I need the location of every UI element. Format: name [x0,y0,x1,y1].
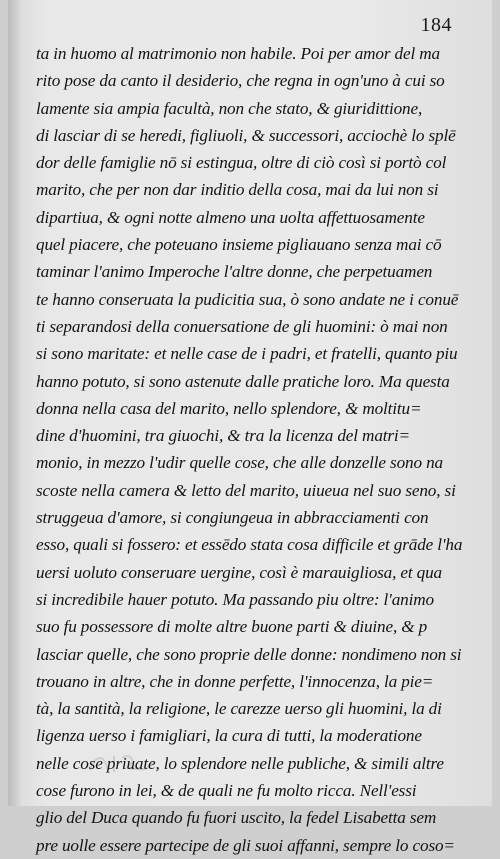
text-line: si sono maritate: et nelle case de i padri, et fratelli, quanto piu [36,344,458,364]
text-line: pre uolle essere partecipe de gli suoi affanni, sempre lo coso= [36,835,455,855]
page-gutter-shadow [8,0,22,806]
text-line: ta in huomo al matrimonio non habile. Poi per amor del ma [36,44,440,63]
text-line: esso, quali si fossero: et essēdo stata cosa difficile et grāde l'ha [36,535,463,555]
text-line: marito, che per non dar inditio della cosa, mai da lui non si [36,180,439,200]
text-line: uersi uoluto conseruare uergine, così è marauigliosa, et qua [36,562,443,582]
text-line: ligenza uerso i famigliari, la cura di tutti, la moderatione [36,726,422,746]
text-line: lasciar quelle, che sono proprie delle donne: nondimeno non si [36,644,462,664]
text-line: dine d'huomini, tra giuochi, & tra la licenza del matri= [36,426,410,446]
text-line: si incredibile hauer potuto. Ma passando piu oltre: l'animo [36,589,434,609]
text-line: te hanno conseruata la pudicitia sua, ò sono andate ne i conuē [36,289,459,309]
text-line: glio del Duca quando fu fuori uscito, la fedel Lisabetta sem [36,808,437,828]
text-line: rito pose da canto il desiderio, che regna in ogn'uno à cui so [36,71,445,91]
text-line: donna nella casa del marito, nello splendore, & moltitu= [36,398,422,418]
text-line: trouano in altre, che in donne perfette, l'innocenza, la pie= [36,671,434,691]
text-line: ti separandosi della conuersatione de gli huomini: ò mai non [36,316,448,336]
text-line: dor delle famiglie nō si estingua, oltre di ciò così si portò col [36,153,447,173]
bleed-through-mark [86,748,156,778]
text-line: tà, la santità, la religione, le carezze uerso gli huomini, la di [36,699,442,719]
body-text [36,40,472,859]
text-line: nelle cose priuate, lo splendore nelle publiche, & simili altre [36,753,444,773]
text-line: di lasciar di se heredi, figliuoli, & successori, acciochè lo splē [36,125,456,145]
text-line: hanno potuto, si sono astenute dalle pratiche loro. Ma questa [36,371,450,391]
page-number: 184 [420,14,452,36]
text-line: monio, in mezzo l'udir quelle cose, che alle donzelle sono na [36,453,443,473]
text-line: suo fu possessore di molte altre buone parti & diuine, & p [36,617,428,637]
text-line: dipartiua, & ogni notte almeno una uolta affettuosamente [36,207,425,227]
text-line: struggeua d'amore, si congiungeua in abbracciamenti con [36,508,429,528]
text-line: quel piacere, che poteuano insieme pigliauano senza mai cō [36,235,442,255]
text-line: scoste nella camera & letto del marito, uiueua nel suo seno, si [36,480,456,500]
book-page [8,0,492,855]
text-line: taminar l'animo Imperoche l'altre donne, che perpetuamen [36,262,433,282]
text-line: lamente sia ampia facultà, non che stato, & giuridittione, [36,98,423,118]
text-line: cose furono in lei, & de quali ne fu molto ricca. Nell'essi [36,781,417,801]
